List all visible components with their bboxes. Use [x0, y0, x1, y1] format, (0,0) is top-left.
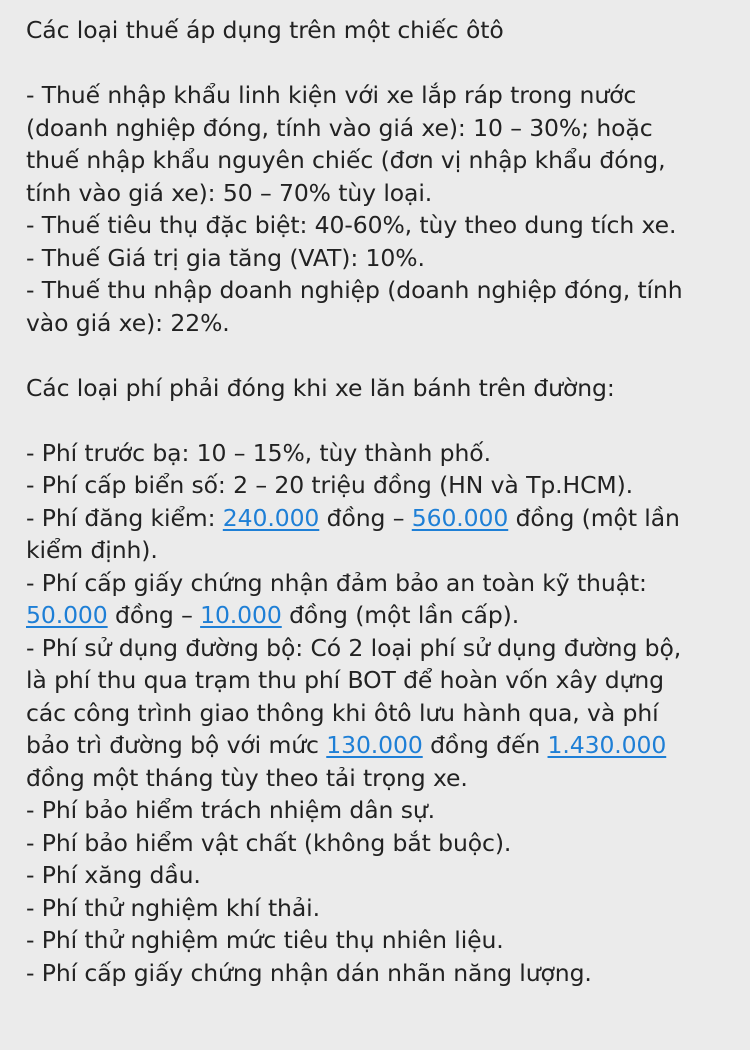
fee-line-road-use-cont: là phí thu qua trạm thu phí BOT để hoàn vốn xây dựng — [26, 666, 664, 694]
fee-line-plate: - Phí cấp biển số: 2 – 20 triệu đồng (HN và Tp.HCM). — [26, 471, 634, 499]
fee-line-other: - Phí bảo hiểm vật chất (không bắt buộc). — [26, 828, 512, 857]
road-use-mid: đồng đến — [422, 731, 548, 759]
fee-line-safety-cert-cont — [26, 599, 732, 632]
fee-line-other: - Phí thử nghiệm mức tiêu thụ nhiên liệu. — [26, 926, 504, 954]
tax-line: thuế nhập khẩu nguyên chiếc (đơn vị nhập khẩu đóng, — [26, 146, 666, 174]
fee-line-road-use: - Phí sử dụng đường bộ: Có 2 loại phí sử dụng đường bộ, — [26, 633, 682, 662]
inspection-max-link[interactable]: 560.000 — [411, 503, 509, 532]
tax-line: (doanh nghiệp đóng, tính vào giá xe): 10 – 30%; hoặc — [26, 113, 653, 142]
fee-line-other: - Phí thử nghiệm khí thải. — [26, 893, 320, 922]
spacer — [26, 47, 732, 80]
safety-cert-min-link[interactable]: 50.000 — [26, 601, 108, 629]
inspection-mid: đồng – — [319, 503, 412, 532]
tax-line: - Thuế Giá trị gia tăng (VAT): 10%. — [26, 243, 425, 272]
tax-line: - Thuế thu nhập doanh nghiệp (doanh nghiệp đóng, tính — [26, 276, 683, 304]
fee-line-road-use-cont: các công trình giao thông khi ôtô lưu hành qua, và phí — [26, 698, 659, 727]
inspection-suffix: đồng (một lần — [508, 503, 680, 532]
road-use-min-link[interactable]: 130.000 — [326, 731, 423, 759]
fee-line-other: - Phí cấp giấy chứng nhận dán nhãn năng lượng. — [26, 958, 592, 987]
fee-line-other: - Phí bảo hiểm trách nhiệm dân sự. — [26, 796, 436, 824]
fee-line-inspection — [26, 502, 732, 535]
spacer — [26, 404, 732, 437]
fee-line-road-use-cont — [26, 729, 732, 762]
fee-line-road-use-cont: đồng một tháng tùy theo tải trọng xe. — [26, 763, 468, 792]
fees-heading: Các loại phí phải đóng khi xe lăn bánh trên đường: — [26, 373, 615, 402]
inspection-prefix: - Phí đăng kiểm: — [26, 503, 223, 532]
inspection-min-link[interactable]: 240.000 — [222, 503, 320, 532]
fee-line-inspection-cont: kiểm định). — [26, 536, 158, 564]
tax-line: - Thuế nhập khẩu linh kiện với xe lắp ráp trong nước — [26, 81, 637, 109]
spacer — [26, 339, 732, 372]
taxes-heading: Các loại thuế áp dụng trên một chiếc ôtô — [26, 16, 504, 44]
fee-line-other: - Phí xăng dầu. — [26, 861, 201, 889]
tax-line: vào giá xe): 22%. — [26, 308, 230, 337]
safety-cert-max-link[interactable]: 10.000 — [200, 601, 282, 629]
tax-line: - Thuế tiêu thụ đặc biệt: 40-60%, tùy theo dung tích xe. — [26, 211, 677, 239]
safety-cert-suffix: đồng (một lần cấp). — [281, 601, 520, 629]
tax-line: tính vào giá xe): 50 – 70% tùy loại. — [26, 178, 433, 207]
fee-line-safety-cert: - Phí cấp giấy chứng nhận đảm bảo an toàn kỹ thuật: — [26, 568, 647, 597]
road-use-max-link[interactable]: 1.430.000 — [547, 731, 667, 759]
road-use-prefix: bảo trì đường bộ với mức — [26, 731, 327, 759]
safety-cert-mid: đồng – — [107, 601, 201, 629]
fee-line-registration: - Phí trước bạ: 10 – 15%, tùy thành phố. — [26, 438, 491, 467]
